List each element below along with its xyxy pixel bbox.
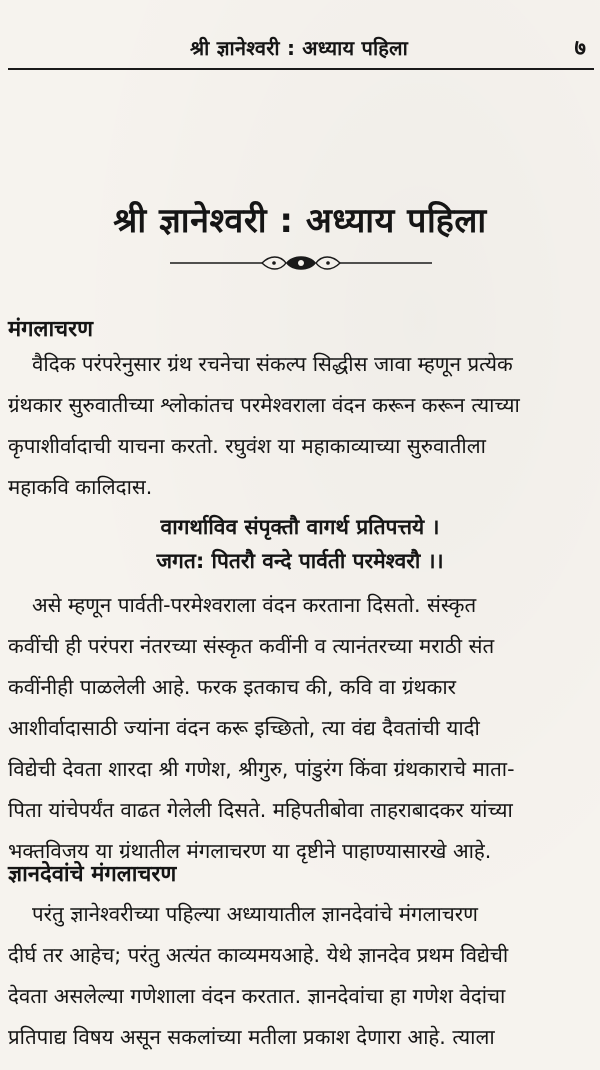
paragraph-line: असे म्हणून पार्वती-परमेश्वराला वंदन करताना दिसतो. संस्कृत [32, 593, 477, 617]
paragraph-line: पिता यांचेपर्यंत वाढत गेलेली दिसते. महिपतीबोवा ताहराबादकर यांच्या [8, 798, 513, 822]
paragraph [8, 894, 592, 1058]
page-number: ७ [574, 36, 586, 61]
paragraph-line: वैदिक परंपरेनुसार ग्रंथ रचनेचा संकल्प सिद्धीस जावा म्हणून प्रत्येक [32, 352, 513, 376]
paragraph-line: ग्रंथकार सुरुवातीच्या श्लोकांतच परमेश्वराला वंदन करून करून त्याच्या [8, 393, 520, 417]
header-rule [8, 68, 594, 70]
verse-line: जगत: पितरौ वन्दे पार्वती परमेश्वरौ ।। [156, 549, 444, 573]
paragraph-line: महाकवि कालिदास. [8, 475, 153, 499]
paragraph [8, 585, 592, 872]
paragraph-line: विद्येची देवता शारदा श्री गणेश, श्रीगुरु, पांडुरंग किंवा ग्रंथकाराचे माता- [8, 757, 515, 781]
paragraph-line: भक्तविजय या ग्रंथातील मंगलाचरण या दृष्टीने पाहाण्यासारखे आहे. [8, 839, 492, 863]
sanskrit-verse [0, 510, 600, 578]
paragraph-line: दीर्घ तर आहेच; परंतु अत्यंत काव्यमयआहे. येथे ज्ञानदेव प्रथम विद्येची [8, 943, 509, 967]
paragraph-line: कृपाशीर्वादाची याचना करतो. रघुवंश या महाकाव्याच्या सुरुवातीला [8, 434, 486, 458]
section-heading-dnyandev-mangalacharan: ज्ञानदेवांचे मंगलाचरण [8, 862, 177, 887]
paragraph-line: परंतु ज्ञानेश्वरीच्या पहिल्या अध्यायातील ज्ञानदेवांचे मंगलाचरण [32, 902, 478, 926]
running-header [0, 30, 600, 62]
paragraph-line: प्रतिपाद्य विषय असून सकलांच्या मतीला प्रकाश देणारा आहे. त्याला [8, 1025, 495, 1049]
paragraph-line: आशीर्वादासाठी ज्यांना वंदन करू इच्छितो, त्या वंद्य दैवतांची यादी [8, 716, 480, 740]
paragraph-line: देवता असलेल्या गणेशाला वंदन करतात. ज्ञानदेवांचा हा गणेश वेदांचा [8, 984, 506, 1008]
paragraph [8, 344, 592, 508]
verse-line: वागर्थाविव संपृक्तौ वागर्थ प्रतिपत्तये । [160, 515, 440, 539]
running-title: श्री ज्ञानेश्वरी : अध्याय पहिला [190, 36, 408, 60]
paragraph-line: कवींनीही पाळलेली आहे. फरक इतकाच की, कवि वा ग्रंथकार [8, 675, 457, 699]
paragraph-line: कवींची ही परंपरा नंतरच्या संस्कृत कवींनी व त्यानंतरच्या मराठी संत [8, 634, 495, 658]
ornament-divider-icon [170, 252, 432, 274]
section-heading-mangalacharan: मंगलाचरण [8, 317, 94, 342]
chapter-title: श्री ज्ञानेश्वरी : अध्याय पहिला [113, 201, 487, 241]
